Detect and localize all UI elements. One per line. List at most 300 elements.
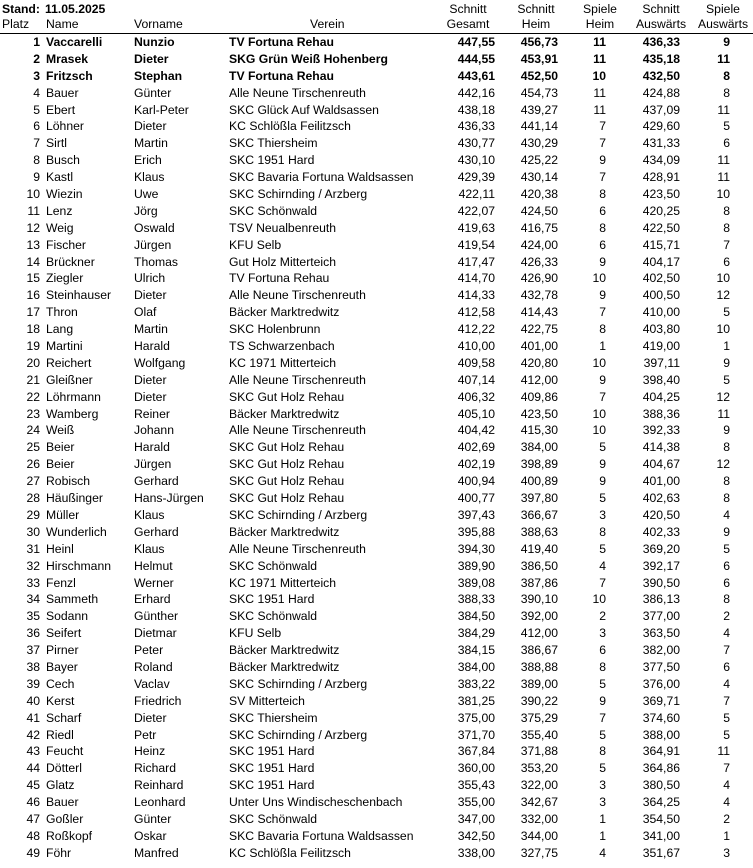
cell-auswaerts: 390,50 <box>642 575 680 590</box>
cell-vorname: Reiner <box>134 406 170 421</box>
cell-gesamt: 430,10 <box>457 153 495 168</box>
cell-spiele-heim: 6 <box>599 643 606 658</box>
cell-spiele-heim: 10 <box>592 271 606 286</box>
cell-verein: SKC Thiersheim <box>229 136 318 151</box>
cell-auswaerts: 386,13 <box>642 592 680 607</box>
cell-gesamt: 430,77 <box>457 136 495 151</box>
cell-heim: 414,43 <box>520 305 558 320</box>
cell-vorname: Jürgen <box>134 237 172 252</box>
cell-heim: 322,00 <box>520 778 558 793</box>
cell-heim: 392,00 <box>520 609 558 624</box>
cell-name: Fenzl <box>46 575 76 590</box>
cell-spiele-ausw: 4 <box>723 626 730 641</box>
cell-verein: SKC Holenbrunn <box>229 322 321 337</box>
cell-spiele-heim: 5 <box>599 541 606 556</box>
cell-spiele-ausw: 12 <box>716 288 730 303</box>
header-auswaerts-bottom: Auswärts <box>635 17 687 31</box>
cell-spiele-ausw: 6 <box>723 575 730 590</box>
cell-gesamt: 422,11 <box>458 187 495 202</box>
cell-heim: 452,50 <box>520 68 558 83</box>
cell-spiele-heim: 4 <box>599 845 606 860</box>
cell-spiele-ausw: 11 <box>717 153 730 168</box>
cell-verein: SKC Gut Holz Rehau <box>229 491 345 506</box>
cell-name: Löhrmann <box>46 389 101 404</box>
cell-verein: SKC Bavaria Fortuna Waldsassen <box>229 170 414 185</box>
cell-platz: 2 <box>33 51 40 66</box>
cell-spiele-ausw: 7 <box>723 761 730 776</box>
cell-spiele-ausw: 10 <box>716 271 730 286</box>
cell-vorname: Werner <box>134 575 174 590</box>
cell-name: Kerst <box>46 693 75 708</box>
cell-spiele-heim: 9 <box>599 153 606 168</box>
cell-auswaerts: 388,36 <box>642 406 680 421</box>
cell-platz: 36 <box>26 626 40 641</box>
cell-spiele-ausw: 8 <box>723 592 730 607</box>
cell-platz: 38 <box>26 659 40 674</box>
cell-heim: 375,29 <box>520 710 558 725</box>
cell-verein: SKC Schönwald <box>229 203 318 218</box>
cell-platz: 49 <box>26 845 40 860</box>
cell-auswaerts: 431,33 <box>642 136 680 151</box>
cell-vorname: Leonhard <box>134 795 186 810</box>
cell-spiele-heim: 10 <box>592 406 606 421</box>
cell-heim: 388,88 <box>520 659 558 674</box>
cell-verein: SKC Schirnding / Arzberg <box>229 727 368 742</box>
cell-platz: 42 <box>26 727 40 742</box>
table-row <box>0 575 753 592</box>
cell-spiele-ausw: 11 <box>717 406 730 421</box>
cell-verein: TV Fortuna Rehau <box>229 35 334 49</box>
cell-platz: 20 <box>26 355 40 370</box>
cell-vorname: Harald <box>134 339 170 354</box>
cell-platz: 24 <box>26 423 40 438</box>
cell-heim: 420,38 <box>520 187 558 202</box>
cell-verein: SKC Gut Holz Rehau <box>229 474 345 489</box>
cell-gesamt: 444,55 <box>457 51 495 66</box>
cell-verein: KC 1971 Mitterteich <box>229 575 337 590</box>
cell-gesamt: 422,07 <box>457 203 495 218</box>
cell-gesamt: 397,43 <box>457 507 495 522</box>
cell-heim: 416,75 <box>520 220 558 235</box>
ranking-table-body <box>0 34 753 862</box>
cell-vorname: Johann <box>134 423 174 438</box>
cell-name: Wiezin <box>46 187 83 202</box>
cell-verein: TV Fortuna Rehau <box>229 271 330 286</box>
stand-date: 11.05.2025 <box>45 2 106 16</box>
cell-auswaerts: 436,33 <box>642 35 680 49</box>
cell-gesamt: 347,00 <box>457 811 495 826</box>
table-row <box>0 777 753 794</box>
cell-spiele-heim: 9 <box>599 693 606 708</box>
cell-auswaerts: 414,38 <box>642 440 680 455</box>
cell-heim: 332,00 <box>520 811 558 826</box>
table-row <box>0 102 753 119</box>
cell-platz: 25 <box>26 440 40 455</box>
cell-gesamt: 342,50 <box>457 828 495 843</box>
cell-verein: SKC 1951 Hard <box>229 592 315 607</box>
cell-platz: 37 <box>26 643 40 658</box>
cell-auswaerts: 429,60 <box>642 119 680 134</box>
cell-name: Müller <box>46 507 80 522</box>
table-row <box>0 760 753 777</box>
cell-heim: 390,10 <box>520 592 558 607</box>
table-row <box>0 85 753 102</box>
cell-heim: 420,80 <box>520 355 558 370</box>
cell-spiele-heim: 3 <box>599 778 606 793</box>
cell-name: Beier <box>46 440 75 455</box>
cell-name: Scharf <box>46 710 82 725</box>
cell-name: Robisch <box>46 474 91 489</box>
cell-spiele-heim: 6 <box>599 203 606 218</box>
cell-verein: SKC Gut Holz Rehau <box>229 457 345 472</box>
cell-auswaerts: 437,09 <box>642 102 680 117</box>
cell-heim: 400,89 <box>520 474 558 489</box>
cell-name: Häußinger <box>46 491 103 506</box>
cell-spiele-ausw: 8 <box>723 491 730 506</box>
table-row <box>0 727 753 744</box>
cell-platz: 33 <box>26 575 40 590</box>
cell-heim: 327,75 <box>520 845 558 860</box>
cell-vorname: Dieter <box>134 389 167 404</box>
cell-gesamt: 405,10 <box>457 406 495 421</box>
cell-name: Roßkopf <box>46 828 93 843</box>
cell-verein: SKC 1951 Hard <box>229 153 315 168</box>
table-row <box>0 355 753 372</box>
cell-name: Föhr <box>46 845 72 860</box>
cell-platz: 27 <box>26 474 40 489</box>
cell-verein: SKC Schirnding / Arzberg <box>229 676 368 691</box>
cell-vorname: Uwe <box>134 187 159 202</box>
cell-verein: Alle Neune Tirschenreuth <box>229 541 366 556</box>
cell-vorname: Stephan <box>134 68 183 83</box>
cell-auswaerts: 382,00 <box>642 643 680 658</box>
cell-vorname: Harald <box>134 440 170 455</box>
table-row <box>0 321 753 338</box>
cell-verein: SV Mitterteich <box>229 693 305 708</box>
cell-spiele-heim: 1 <box>599 339 606 354</box>
cell-spiele-ausw: 8 <box>723 220 730 235</box>
cell-platz: 21 <box>26 372 40 387</box>
header-spiele-ausw-bottom: Auswärts <box>697 17 749 31</box>
table-row <box>0 186 753 203</box>
table-row <box>0 473 753 490</box>
cell-vorname: Wolfgang <box>134 355 186 370</box>
cell-gesamt: 414,33 <box>457 288 495 303</box>
cell-spiele-heim: 11 <box>593 85 606 100</box>
cell-auswaerts: 376,00 <box>642 676 680 691</box>
cell-spiele-heim: 9 <box>599 288 606 303</box>
cell-spiele-heim: 7 <box>599 389 606 404</box>
cell-verein: SKC 1951 Hard <box>229 744 315 759</box>
table-row <box>0 524 753 541</box>
cell-name: Glatz <box>46 778 75 793</box>
cell-heim: 439,27 <box>520 102 558 117</box>
cell-name: Lang <box>46 322 74 337</box>
table-row <box>0 169 753 186</box>
cell-spiele-ausw: 5 <box>723 727 730 742</box>
cell-platz: 35 <box>26 609 40 624</box>
table-row <box>0 676 753 693</box>
cell-platz: 44 <box>26 761 40 776</box>
cell-verein: SKC 1951 Hard <box>229 761 315 776</box>
cell-verein: SKC Thiersheim <box>229 710 318 725</box>
cell-spiele-ausw: 3 <box>723 845 730 860</box>
cell-vorname: Reinhard <box>134 778 184 793</box>
cell-verein: SKC Schirnding / Arzberg <box>229 507 368 522</box>
cell-heim: 441,14 <box>520 119 558 134</box>
cell-spiele-ausw: 8 <box>723 440 730 455</box>
cell-name: Mrasek <box>46 51 89 66</box>
cell-verein: SKC Schönwald <box>229 811 318 826</box>
table-row <box>0 693 753 710</box>
cell-name: Wamberg <box>46 406 99 421</box>
cell-platz: 43 <box>26 744 40 759</box>
cell-vorname: Günter <box>134 811 172 826</box>
table-row <box>0 558 753 575</box>
cell-platz: 19 <box>26 339 40 354</box>
cell-auswaerts: 397,11 <box>643 355 680 370</box>
cell-name: Bayer <box>46 659 78 674</box>
cell-verein: Bäcker Marktredwitz <box>229 305 340 320</box>
cell-heim: 342,67 <box>520 795 558 810</box>
cell-spiele-ausw: 9 <box>723 35 730 49</box>
cell-spiele-heim: 11 <box>593 51 606 66</box>
cell-auswaerts: 400,50 <box>642 288 680 303</box>
table-row <box>0 203 753 220</box>
table-row <box>0 254 753 271</box>
cell-spiele-ausw: 10 <box>716 187 730 202</box>
cell-gesamt: 436,33 <box>457 119 495 134</box>
table-row <box>0 828 753 845</box>
cell-verein: SKC Schönwald <box>229 609 318 624</box>
cell-name: Seifert <box>46 626 82 641</box>
table-row <box>0 152 753 169</box>
cell-auswaerts: 403,80 <box>642 322 680 337</box>
cell-vorname: Jürgen <box>134 457 172 472</box>
table-row <box>0 270 753 287</box>
cell-spiele-ausw: 11 <box>717 744 730 759</box>
cell-spiele-heim: 3 <box>599 795 606 810</box>
cell-gesamt: 384,00 <box>457 659 495 674</box>
cell-platz: 7 <box>33 136 40 151</box>
cell-name: Steinhauser <box>46 288 112 303</box>
stand-label: Stand: <box>2 2 40 16</box>
cell-name: Wunderlich <box>46 524 107 539</box>
cell-spiele-ausw: 6 <box>723 136 730 151</box>
cell-heim: 424,50 <box>520 203 558 218</box>
cell-heim: 386,50 <box>520 558 558 573</box>
table-row <box>0 625 753 642</box>
cell-auswaerts: 377,50 <box>642 659 680 674</box>
cell-verein: KFU Selb <box>229 237 282 252</box>
cell-name: Goßler <box>46 811 84 826</box>
cell-gesamt: 412,58 <box>457 305 495 320</box>
cell-vorname: Friedrich <box>134 693 182 708</box>
cell-spiele-ausw: 2 <box>723 609 730 624</box>
table-row <box>0 220 753 237</box>
cell-spiele-ausw: 7 <box>723 693 730 708</box>
cell-name: Thron <box>46 305 78 320</box>
cell-heim: 409,86 <box>520 389 558 404</box>
table-row <box>0 118 753 135</box>
cell-vorname: Dieter <box>134 51 169 66</box>
table-row <box>0 68 753 85</box>
cell-vorname: Oswald <box>134 220 175 235</box>
cell-spiele-ausw: 4 <box>723 507 730 522</box>
cell-spiele-heim: 11 <box>593 102 606 117</box>
cell-gesamt: 355,43 <box>457 778 495 793</box>
cell-spiele-heim: 2 <box>599 609 606 624</box>
table-row <box>0 389 753 406</box>
cell-spiele-heim: 10 <box>592 423 606 438</box>
cell-spiele-ausw: 5 <box>723 710 730 725</box>
cell-heim: 432,78 <box>520 288 558 303</box>
cell-auswaerts: 420,25 <box>642 203 680 218</box>
cell-verein: SKC Gut Holz Rehau <box>229 389 345 404</box>
cell-name: Busch <box>46 153 80 168</box>
cell-name: Weiß <box>46 423 75 438</box>
cell-vorname: Martin <box>134 136 168 151</box>
cell-auswaerts: 419,00 <box>642 339 680 354</box>
cell-spiele-heim: 7 <box>599 305 606 320</box>
cell-auswaerts: 364,91 <box>642 744 680 759</box>
cell-heim: 422,75 <box>520 322 558 337</box>
cell-heim: 430,29 <box>520 136 558 151</box>
cell-vorname: Thomas <box>134 254 179 269</box>
cell-platz: 47 <box>26 811 40 826</box>
cell-auswaerts: 380,50 <box>642 778 680 793</box>
header-spiele-ausw-top: Spiele <box>706 2 740 16</box>
cell-spiele-heim: 7 <box>599 119 606 134</box>
table-row <box>0 287 753 304</box>
cell-heim: 398,89 <box>520 457 558 472</box>
cell-gesamt: 402,19 <box>457 457 495 472</box>
cell-platz: 30 <box>26 524 40 539</box>
cell-heim: 390,22 <box>520 693 558 708</box>
header-verein: Verein <box>310 17 345 31</box>
cell-vorname: Klaus <box>134 170 165 185</box>
cell-vorname: Günter <box>134 85 172 100</box>
cell-spiele-ausw: 4 <box>723 778 730 793</box>
cell-verein: SKG Grün Weiß Hohenberg <box>229 51 388 66</box>
table-row <box>0 490 753 507</box>
cell-spiele-heim: 9 <box>599 474 606 489</box>
cell-spiele-ausw: 8 <box>723 68 730 83</box>
cell-spiele-heim: 5 <box>599 676 606 691</box>
table-row <box>0 422 753 439</box>
cell-vorname: Karl-Peter <box>134 102 189 117</box>
cell-gesamt: 400,77 <box>457 491 495 506</box>
header-platz: Platz <box>2 17 30 31</box>
cell-heim: 454,73 <box>520 85 558 100</box>
cell-spiele-ausw: 10 <box>716 322 730 337</box>
cell-gesamt: 438,18 <box>457 102 495 117</box>
cell-verein: Bäcker Marktredwitz <box>229 524 340 539</box>
cell-spiele-ausw: 2 <box>723 811 730 826</box>
cell-spiele-ausw: 5 <box>723 305 730 320</box>
cell-name: Bauer <box>46 795 79 810</box>
cell-verein: Alle Neune Tirschenreuth <box>229 288 366 303</box>
cell-name: Riedl <box>46 727 74 742</box>
cell-vorname: Hans-Jürgen <box>134 491 204 506</box>
cell-spiele-heim: 1 <box>599 811 606 826</box>
cell-name: Brückner <box>46 254 95 269</box>
cell-spiele-heim: 10 <box>592 355 606 370</box>
cell-spiele-ausw: 11 <box>717 170 730 185</box>
cell-spiele-heim: 3 <box>599 507 606 522</box>
header-vorname: Vorname <box>134 17 183 31</box>
cell-name: Bauer <box>46 85 79 100</box>
cell-gesamt: 375,00 <box>457 710 495 725</box>
cell-verein: KC Schlößla Feilitzsch <box>229 845 351 860</box>
table-row <box>0 406 753 423</box>
cell-platz: 48 <box>26 828 40 843</box>
cell-vorname: Klaus <box>134 507 165 522</box>
table-row <box>0 338 753 355</box>
cell-gesamt: 447,55 <box>457 35 495 49</box>
cell-gesamt: 414,70 <box>457 271 495 286</box>
cell-platz: 12 <box>26 220 40 235</box>
cell-platz: 15 <box>26 271 40 286</box>
cell-heim: 355,40 <box>520 727 558 742</box>
cell-name: Ziegler <box>46 271 84 286</box>
cell-gesamt: 419,54 <box>457 237 495 252</box>
cell-vorname: Dieter <box>134 710 167 725</box>
table-row <box>0 811 753 828</box>
cell-heim: 388,63 <box>520 524 558 539</box>
table-row <box>0 304 753 321</box>
cell-name: Hirschmann <box>46 558 112 573</box>
cell-auswaerts: 415,71 <box>642 237 680 252</box>
cell-verein: TV Fortuna Rehau <box>229 68 334 83</box>
cell-vorname: Roland <box>134 659 173 674</box>
cell-gesamt: 404,42 <box>457 423 495 438</box>
cell-gesamt: 360,00 <box>457 761 495 776</box>
cell-vorname: Oskar <box>134 828 167 843</box>
cell-vorname: Erhard <box>134 592 171 607</box>
cell-platz: 4 <box>33 85 40 100</box>
cell-platz: 14 <box>26 254 40 269</box>
cell-heim: 415,30 <box>520 423 558 438</box>
cell-heim: 386,67 <box>520 643 558 658</box>
header-spiele-heim-top: Spiele <box>583 2 617 16</box>
cell-heim: 412,00 <box>520 626 558 641</box>
cell-gesamt: 383,22 <box>457 676 495 691</box>
cell-vorname: Erich <box>134 153 162 168</box>
header-gesamt-bottom: Gesamt <box>446 17 490 31</box>
cell-gesamt: 367,84 <box>457 744 495 759</box>
cell-verein: Gut Holz Mitterteich <box>229 254 337 269</box>
cell-verein: KFU Selb <box>229 626 282 641</box>
cell-heim: 371,88 <box>520 744 558 759</box>
cell-gesamt: 410,00 <box>457 339 495 354</box>
cell-platz: 3 <box>33 68 40 83</box>
cell-verein: Bäcker Marktredwitz <box>229 659 340 674</box>
cell-vorname: Jörg <box>134 203 158 218</box>
table-header <box>0 0 753 34</box>
cell-platz: 32 <box>26 558 40 573</box>
cell-spiele-heim: 10 <box>592 68 606 83</box>
cell-name: Fritzsch <box>46 68 93 83</box>
cell-spiele-ausw: 7 <box>723 237 730 252</box>
cell-verein: TS Schwarzenbach <box>229 339 335 354</box>
cell-heim: 401,00 <box>520 339 558 354</box>
header-auswaerts-top: Schnitt <box>642 2 680 16</box>
cell-platz: 45 <box>26 778 40 793</box>
table-row <box>0 794 753 811</box>
cell-gesamt: 389,08 <box>457 575 495 590</box>
cell-spiele-heim: 8 <box>599 220 606 235</box>
